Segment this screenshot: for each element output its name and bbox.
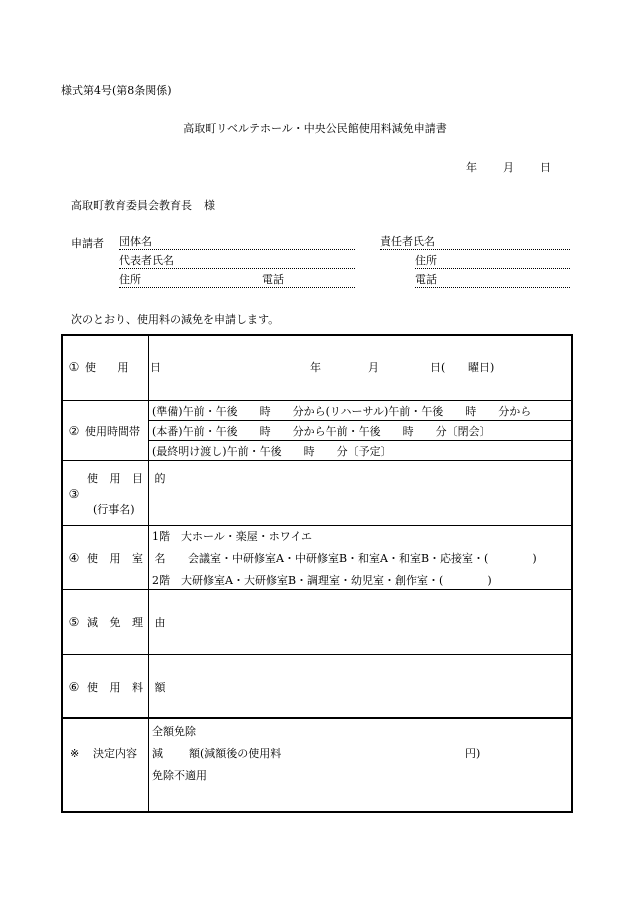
responsible-phone-field[interactable]: [415, 273, 570, 288]
use-date-day[interactable]: 日(: [430, 361, 446, 374]
date-year-label: 年: [466, 161, 477, 174]
row4-label: 使 用 室 名: [87, 552, 170, 565]
addressee: [71, 199, 215, 212]
time-subline: [148, 440, 571, 441]
row3-number: ③: [68, 487, 80, 501]
row-border: [63, 654, 571, 655]
time-prep-line[interactable]: (準備)午前・午後 時 分から(リハーサル)午前・午後 時 分から: [152, 405, 532, 418]
phone-label: 電話: [262, 273, 284, 286]
date-line: [466, 161, 551, 174]
row5-number: ⑤: [68, 615, 80, 629]
responsible-phone-label: 電話: [415, 273, 437, 286]
applicant-label: 申請者: [71, 237, 104, 250]
row-border: [63, 589, 571, 590]
time-subline: [148, 420, 571, 421]
row-border: [63, 400, 571, 401]
decision-reduction-a[interactable]: 減: [152, 747, 163, 760]
date-month-label: 月: [503, 161, 514, 174]
decision-reduction-c: 円): [465, 747, 481, 760]
time-main-line[interactable]: (本番)午前・午後 時 分から午前・午後 時 分〔閉会〕: [152, 425, 491, 438]
intro-text: 次のとおり、使用料の減免を申請します。: [71, 313, 280, 326]
use-date-month[interactable]: 月: [368, 361, 379, 374]
row2-number: ②: [68, 424, 80, 438]
decision-reduction-b[interactable]: 額(減額後の使用料: [189, 747, 282, 760]
column-divider: [148, 336, 149, 811]
addressee-suffix: 様: [204, 199, 215, 212]
room-floor2-line[interactable]: 2階 大研修室A・大研修室B・調理室・幼児室・創作室・( ): [152, 574, 492, 587]
group-name-field[interactable]: [119, 235, 355, 250]
decision-mark: ※: [70, 747, 80, 760]
decision-not-applied[interactable]: 免除不適用: [152, 769, 207, 782]
decision-label: 決定内容: [93, 747, 137, 760]
decision-full-exemption[interactable]: 全額免除: [152, 725, 196, 738]
responsible-address-field[interactable]: [415, 254, 570, 269]
use-date-year[interactable]: 年: [310, 361, 321, 374]
application-table: [61, 334, 573, 813]
row5-label: 減 免 理 由: [87, 616, 170, 629]
addressee-name: 高取町教育委員会教育長: [71, 199, 192, 212]
responsible-address-label: 住所: [415, 254, 437, 267]
address-phone-field[interactable]: [119, 273, 355, 288]
form-number: 様式第4号(第8条関係): [61, 84, 172, 97]
room-floor1-line[interactable]: 1階 大ホール・楽屋・ホワイエ: [152, 530, 313, 543]
time-final-line[interactable]: (最終明け渡し)午前・午後 時 分〔予定〕: [152, 445, 392, 458]
row6-label: 使 用 料 額: [87, 681, 170, 694]
row-border: [63, 525, 571, 526]
use-date-weekday[interactable]: 曜日): [468, 361, 495, 374]
row6-number: ⑥: [68, 680, 80, 694]
row4-number: ④: [68, 551, 80, 565]
row1-number: ①: [68, 360, 80, 374]
form-title: 高取町リベルテホール・中央公民館使用料減免申請書: [183, 122, 447, 135]
address-label: 住所: [119, 273, 141, 286]
representative-field[interactable]: [119, 254, 355, 269]
room-floor1-sub-line[interactable]: 会議室・中研修室A・中研修室B・和室A・和室B・応接室・( ): [188, 552, 537, 565]
row1-label: 使 用 日: [85, 361, 170, 374]
row3-sublabel: (行事名): [93, 503, 135, 516]
decision-border: [63, 717, 571, 719]
row3-label: 使 用 目 的: [87, 472, 170, 485]
responsible-name-label: 責任者氏名: [380, 235, 435, 248]
group-name-label: 団体名: [119, 235, 152, 248]
row-border: [63, 460, 571, 461]
responsible-name-field[interactable]: [380, 235, 570, 250]
representative-label: 代表者氏名: [119, 254, 174, 267]
row2-label: 使用時間帯: [85, 425, 140, 438]
date-day-label: 日: [540, 161, 551, 174]
